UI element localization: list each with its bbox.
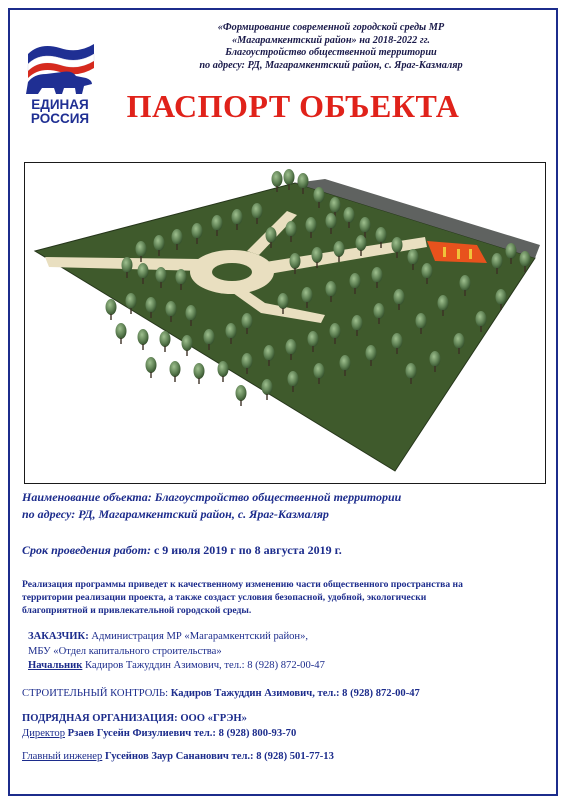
chief-value: Кадиров Тажуддин Азимович, тел.: 8 (928) 872-00-47: [85, 660, 325, 671]
period-label: Срок проведения работ:: [22, 543, 151, 557]
work-period: [22, 543, 552, 558]
park-rendering: [24, 162, 546, 484]
director-label: Директор: [22, 728, 65, 739]
bear-emblem-icon: [20, 28, 100, 96]
customer-value: Администрация МР «Магарамкентский район»,: [91, 631, 309, 642]
header: [118, 22, 544, 72]
united-russia-logo: [20, 28, 100, 128]
construction-control: [22, 688, 552, 699]
header-line2: «Магарамкентский район» на 2018-2022 гг.: [232, 34, 430, 46]
chief-engineer: [22, 751, 552, 762]
page-title: ПАСПОРТ ОБЪЕКТА: [126, 88, 460, 124]
object-name: [22, 489, 552, 523]
description-line3: благоприятной и привлекательной городской среды.: [22, 605, 252, 616]
control-label: СТРОИТЕЛЬНЫЙ КОНТРОЛЬ:: [22, 688, 169, 699]
object-line2: по адресу: РД, Магарамкентский район, с. Яраг-Казмаляр: [22, 507, 329, 521]
chief-label: Начальник: [28, 660, 83, 671]
period-value: с 9 июля 2019 г по 8 августа 2019 г.: [153, 543, 342, 557]
director-value: Рзаев Гусейн Физулиевич тел.: 8 (928) 800-93-70: [67, 728, 297, 739]
contractor-label: ПОДРЯДНАЯ ОРГАНИЗАЦИЯ:: [22, 713, 178, 724]
park-render-image: [25, 163, 545, 483]
customer-label: ЗАКАЗЧИК:: [28, 631, 89, 642]
customer-line2: МБУ «Отдел капитального строительства»: [28, 645, 222, 657]
contractor-value: ООО «ГРЭН»: [180, 713, 247, 724]
description-line1: Реализация программы приведет к качественному изменению части общественного пространства на: [22, 579, 463, 590]
header-line3: Благоустройство общественной территории: [225, 47, 437, 58]
customer-block: [28, 630, 548, 674]
description: [22, 578, 552, 617]
logo-line1: ЕДИНАЯ: [31, 97, 89, 112]
engineer-label: Главный инженер: [22, 751, 103, 762]
header-line1: «Формирование современной городской среды МР: [217, 22, 445, 33]
contractor-block: [22, 711, 552, 741]
header-line4: по адресу: РД, Магарамкентский район, с. Яраг-Казмаляр: [199, 59, 463, 71]
control-value: Кадиров Тажуддин Азимович, тел.: 8 (928) 872-00-47: [170, 688, 420, 699]
description-line2: территории реализации проекта, а также создаст условия безопасной, удобной, экологически: [22, 592, 427, 603]
object-line1: Наименование объекта: Благоустройство общественной территории: [22, 490, 402, 504]
logo-line2: РОССИЯ: [30, 111, 90, 126]
engineer-value: Гусейнов Заур Сананович тел.: 8 (928) 501-77-13: [104, 751, 334, 762]
